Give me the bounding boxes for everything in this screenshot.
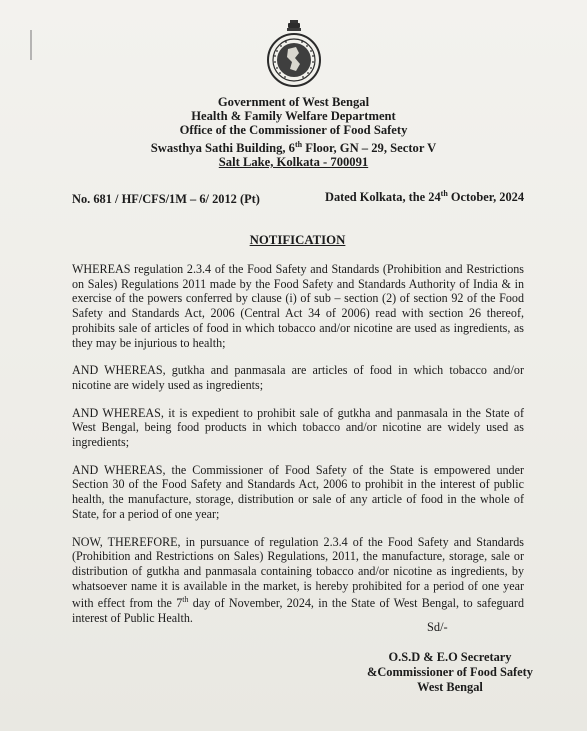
notification-title: NOTIFICATION [249,233,346,247]
memo-date [325,189,524,205]
paragraph-and-whereas-2: AND WHEREAS, it is expedient to prohibit sale of gutkha and panmasala in the State of West Bengal, being food products in which tobacco and/or nicotine are widely used as ingredients; [72,405,524,450]
notification-body [72,262,524,639]
paragraph-whereas: WHEREAS regulation 2.3.4 of the Food Safety and Standards (Prohibition and Restrictions on Sales) Regulations 2011 made by the Food Safety and Standards Authority of India & in exercise of the powers conferred by clause (i) of sub – section (2) of section 92 of the Food Safety and Standards Act, 2006 (Central Act 34 of 2006) read with section 26 thereof, prohibits sale of articles of food in which tobacco and/or nicotine are used as ingredients, as they may be injurious to health; [72,262,524,350]
building-text: Swasthya Sathi Building, 6 [150,140,295,155]
order-text: NOW, THEREFORE, in pursuance of regulation 2.3.4 of the Food Safety and Standards (Prohibition and Restrictions on Sales) Regulations, 2011, the manufacture, storage, sale or distribution of gutkha and panmasala containing tobacco and/or nicotine as ingredients, by whatsoever name it is available in the market, is hereby prohibited for a period of one year with effect from the 7 [72,534,524,611]
govt-name: Government of West Bengal [217,95,370,109]
signatory-line-3: West Bengal [417,680,483,694]
margin-mark [30,30,32,60]
paragraph-and-whereas-1: AND WHEREAS, gutkha and panmasala are articles of food in which tobacco and/or nicotine are widely used as ingredients; [72,363,524,392]
signatory-line-1: O.S.D & E.O Secretary [388,650,512,664]
reference-line [72,189,525,207]
letterhead [0,95,587,169]
date-text: Dated Kolkata, the 24 [325,190,441,205]
office-name: Office of the Commissioner of Food Safety [179,123,408,138]
order-superscript: th [182,595,189,605]
paragraph-now-therefore [72,535,524,626]
order-text-end: day of November, 2024, in the State of West Bengal, to safeguard interest of Public Health. [72,596,524,626]
date-text-end: October, 2024 [447,190,525,205]
department-name: Health & Family Welfare Department [191,109,396,124]
date-superscript: th [440,189,448,198]
signatory [360,650,540,695]
paragraph-and-whereas-3: AND WHEREAS, the Commissioner of Food Safety of the State is empowered under Section 30 of the Food Safety and Standards Act, 2006 to prohibit in the interest of public health, the manufacture, storage, distribution or sale of any article of food in the whole of State, for a period of one year; [72,462,524,521]
office-city: Salt Lake, Kolkata - 700091 [218,155,369,169]
signed-mark: Sd/- [427,620,448,634]
office-building [0,138,587,155]
building-text-end: Floor, GN – 29, Sector V [302,140,437,155]
building-superscript: th [294,139,303,149]
memo-number: No. 681 / HF/CFS/1M – 6/ 2012 (Pt) [72,192,260,206]
west-bengal-emblem-icon [266,18,322,88]
signatory-line-2: &Commissioner of Food Safety [367,665,533,679]
